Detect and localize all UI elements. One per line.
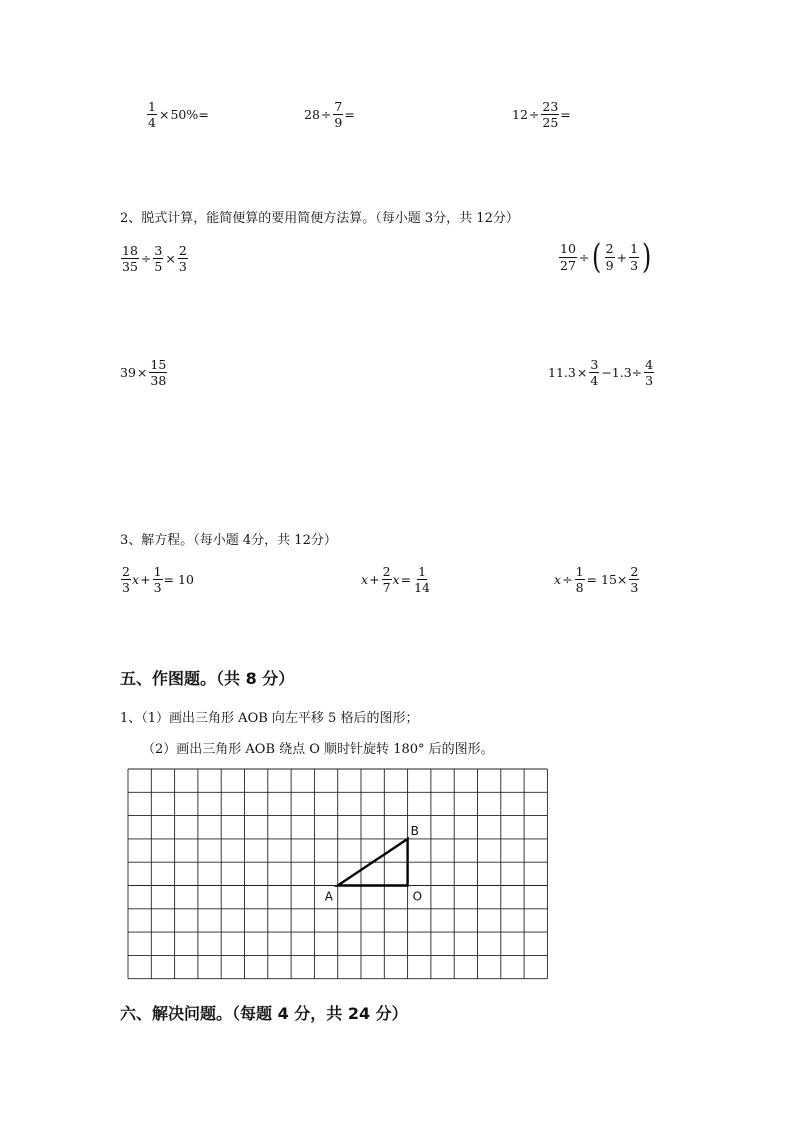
equation-1: $\frac{2}{3}$ x + $\frac{1}{3}$ = 10 <box>122 564 194 596</box>
fraction: $\frac{3}{5}$ <box>154 243 163 275</box>
fraction: $\frac{2}{3}$ <box>122 564 130 596</box>
fraction: $\frac{3}{4}$ <box>590 357 599 389</box>
fraction: $\frac{2}{3}$ <box>178 243 187 275</box>
section-3-title: 3、解方程。（每小题 4分，共 12分） <box>120 533 337 548</box>
fraction: $\frac{18}{35}$ <box>122 243 138 275</box>
fraction: $\frac{1}{3}$ <box>153 564 162 596</box>
point-label-o: O <box>412 889 423 904</box>
drawing-question-2: （2）画出三角形 AOB 绕点 O 顺时针旋转 180° 后的图形。 <box>142 742 494 757</box>
fraction: $\frac{1}{8}$ <box>575 564 584 596</box>
calc-q3: 39 × $\frac{15}{38}$ <box>120 357 167 389</box>
expr-2: 28 ÷ $\frac{7}{9}$ = <box>304 99 355 131</box>
drawing-grid <box>127 768 549 986</box>
fraction: $\frac{2}{3}$ <box>630 564 639 596</box>
drawing-question-1: 1、（1）画出三角形 AOB 向左平移 5 格后的图形； <box>120 711 419 726</box>
equation-3: x ÷ $\frac{1}{8}$ = 15× $\frac{2}{3}$ <box>554 564 639 596</box>
calc-q4: 11.3 × $\frac{3}{4}$ −1.3÷ $\frac{4}{3}$ <box>548 357 654 389</box>
fraction: $\frac{2}{9}$ <box>605 241 614 273</box>
fraction: $\frac{10}{27}$ <box>560 241 576 273</box>
fraction: $\frac{1}{4}$ <box>148 99 156 131</box>
calc-q2: $\frac{10}{27}$ ÷ ( $\frac{2}{9}$ + $\frac{1}{3}$ ) <box>560 237 652 277</box>
equation-2: x + $\frac{2}{7}$ x = $\frac{1}{14}$ <box>361 564 430 596</box>
fraction: $\frac{15}{38}$ <box>150 357 167 389</box>
fraction: $\frac{1}{14}$ <box>414 564 430 596</box>
fraction: $\frac{4}{3}$ <box>645 357 654 389</box>
grid-svg <box>127 768 549 982</box>
fraction: $\frac{23}{25}$ <box>542 99 559 131</box>
fraction: $\frac{7}{9}$ <box>334 99 343 131</box>
section-6-heading: 六、解决问题。（每题 4 分，共 24 分） <box>120 1004 408 1023</box>
point-label-a: A <box>324 889 333 904</box>
fraction: $\frac{1}{3}$ <box>630 241 639 273</box>
point-label-b: B <box>410 823 419 838</box>
section-5-heading: 五、作图题。（共 8 分） <box>120 669 295 688</box>
fraction: $\frac{2}{7}$ <box>382 564 391 596</box>
expr-1: $\frac{1}{4}$ × 50%= <box>148 99 209 131</box>
section-2-title: 2、脱式计算，能简便算的要用简便方法算。（每小题 3分，共 12分） <box>120 211 519 226</box>
calc-q1: $\frac{18}{35}$ ÷ $\frac{3}{5}$ × $\frac{2}{3}$ <box>122 243 187 275</box>
expr-3: 12 ÷ $\frac{23}{25}$ = <box>512 99 571 131</box>
